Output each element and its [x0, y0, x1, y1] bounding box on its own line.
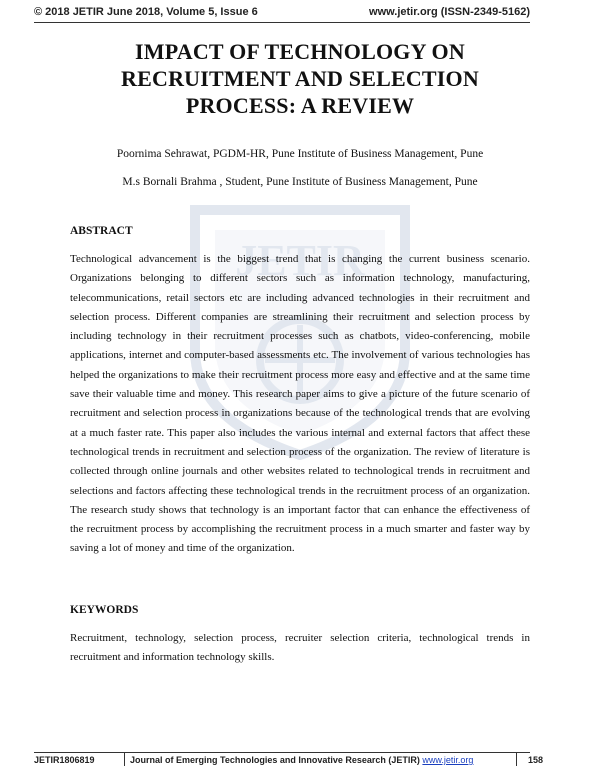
- footer-paper-id: JETIR1806819: [34, 755, 95, 765]
- keywords-heading: KEYWORDS: [70, 604, 139, 616]
- footer-separator: [124, 752, 125, 766]
- footer-website-link[interactable]: www.jetir.org: [422, 755, 474, 765]
- author-1: Poornima Sehrawat, PGDM-HR, Pune Institute of Business Management, Pune: [116, 148, 484, 160]
- abstract-heading: ABSTRACT: [70, 225, 133, 237]
- footer-journal-name: Journal of Emerging Technologies and Innovative Research (JETIR): [130, 755, 420, 765]
- running-header: [34, 6, 530, 22]
- footer-page-number: 158: [528, 755, 544, 765]
- paper-title: IMPACT OF TECHNOLOGY ON RECRUITMENT AND SELECTION PROCESS: A REVIEW: [121, 39, 479, 118]
- header-divider: [34, 22, 530, 23]
- abstract-body: Technological advancement is the biggest trend that is changing the current business scenario. Organizations belonging to different sectors such as information technology, manufacturing, telecommunications, retail sectors etc are including advanced technologies in their recruitment and selection process. Different companies are streamlining their recruitment and selection process by including technology in their recruitment processes such as chatbots, video-conferencing, mobile applications, internet and computer-based assessments etc. The involvement of various technologies has helped the organizations to make their recruitment process more easy and effective and at the same time save their valuable time and money. This research paper aims to give a picture of the future scenario of recruitment and selection process in organizations because of the technological trends that are evolving at a much faster rate. This paper also includes the various internal and external factors that affect these technological trends in recruitment and selection process of the organization. The review of literature is collected through online journals and other websites related to technological trends in recruitment and selections and factors affecting these technological trends in the recruitment process of an organization. The research study shows that technology is an important factor that can enhance the effectiveness of the recruitment process by accomplishing the recruitment process in a much smarter and faster way by saving a lot of money and time of the organization.: [70, 253, 530, 555]
- running-footer: [34, 755, 544, 769]
- author-2: M.s Bornali Brahma , Student, Pune Institute of Business Management, Pune: [122, 176, 478, 188]
- header-website-issn: www.jetir.org (ISSN-2349-5162): [369, 6, 530, 18]
- footer-journal: [130, 755, 473, 765]
- keywords-body: Recruitment, technology, selection process, recruiter selection criteria, technological trends in recruitment and information technology skills.: [70, 632, 530, 664]
- footer-divider: [34, 752, 530, 753]
- watermark-text: JETIR: [235, 236, 365, 285]
- footer-separator: [516, 752, 517, 766]
- header-citation: © 2018 JETIR June 2018, Volume 5, Issue 6: [34, 6, 258, 18]
